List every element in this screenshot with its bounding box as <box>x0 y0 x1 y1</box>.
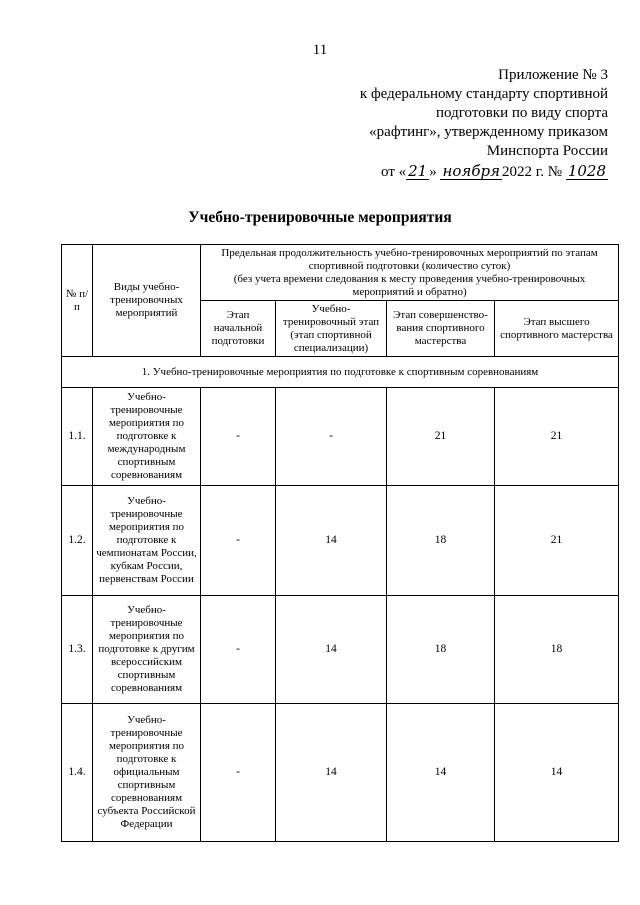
appendix-line-4: «рафтинг», утвержденному приказом <box>369 124 608 140</box>
appendix-line-1: Приложение № 3 <box>498 67 608 83</box>
row-value: - <box>201 596 276 704</box>
row-name: Учебно-тренировочные мероприятия по подготовке к официальным спортивным соревнованиям субъекта Российской Федерации <box>93 704 201 842</box>
row-value: 14 <box>276 486 387 596</box>
row-num: 1.3. <box>62 596 93 704</box>
row-value: 14 <box>276 704 387 842</box>
row-value: 18 <box>387 486 495 596</box>
row-value: - <box>201 486 276 596</box>
row-name: Учебно-тренировочные мероприятия по подготовке к чемпионатам России, кубкам России, первенствам России <box>93 486 201 596</box>
header-duration <box>201 245 619 301</box>
row-value: 21 <box>387 388 495 486</box>
training-events-table <box>61 244 619 842</box>
row-value: 21 <box>495 486 619 596</box>
row-value: - <box>276 388 387 486</box>
row-value: 14 <box>387 704 495 842</box>
appendix-header <box>308 66 608 182</box>
date-month: ноября <box>442 162 501 180</box>
row-name: Учебно-тренировочные мероприятия по подготовке к другим всероссийским спортивным соревнованиям <box>93 596 201 704</box>
row-value: 14 <box>276 596 387 704</box>
page-number: 11 <box>312 42 328 58</box>
row-num: 1.1. <box>62 388 93 486</box>
date-year: 2022 г. № <box>502 164 563 180</box>
appendix-line-2: к федеральному стандарту спортивной <box>359 86 608 102</box>
date-day: 21 <box>408 162 428 180</box>
header-stage-initial: Этап начальной подготовки <box>201 301 276 357</box>
table-row <box>62 596 619 704</box>
table-row <box>62 388 619 486</box>
row-name: Учебно-тренировочные мероприятия по подготовке к международным спортивным соревнованиям <box>93 388 201 486</box>
appendix-line-3: подготовки по виду спорта <box>436 105 608 121</box>
header-stage-training: Учебно-тренировочный этап (этап спортивной специализации) <box>276 301 387 357</box>
table-row <box>62 704 619 842</box>
header-num: № п/п <box>62 245 93 357</box>
header-kinds: Виды учебно-тренировочных мероприятий <box>93 245 201 357</box>
header-stage-improvement: Этап совершенство-вания спортивного мастерства <box>387 301 495 357</box>
row-num: 1.2. <box>62 486 93 596</box>
header-stage-higher: Этап высшего спортивного мастерства <box>495 301 619 357</box>
row-value: 14 <box>495 704 619 842</box>
header-duration-line1: Предельная продолжительность учебно-тренировочных мероприятий по этапам спортивной подготовки (количество суток) <box>221 246 598 272</box>
row-value: - <box>201 388 276 486</box>
order-number: 1028 <box>567 162 606 180</box>
row-num: 1.4. <box>62 704 93 842</box>
row-value: 18 <box>495 596 619 704</box>
row-value: 18 <box>387 596 495 704</box>
date-prefix: от « <box>381 164 407 180</box>
document-title: Учебно-тренировочные мероприятия <box>188 209 452 226</box>
appendix-date-line <box>308 163 608 182</box>
header-duration-line2: (без учета времени следования к месту проведения учебно-тренировочных мероприятий и обратно) <box>233 272 586 298</box>
row-value: 21 <box>495 388 619 486</box>
appendix-line-5: Минспорта России <box>486 143 608 159</box>
date-mid: » <box>429 164 437 180</box>
row-value: - <box>201 704 276 842</box>
table-row <box>62 486 619 596</box>
section-heading: 1. Учебно-тренировочные мероприятия по подготовке к спортивным соревнованиям <box>62 357 619 388</box>
